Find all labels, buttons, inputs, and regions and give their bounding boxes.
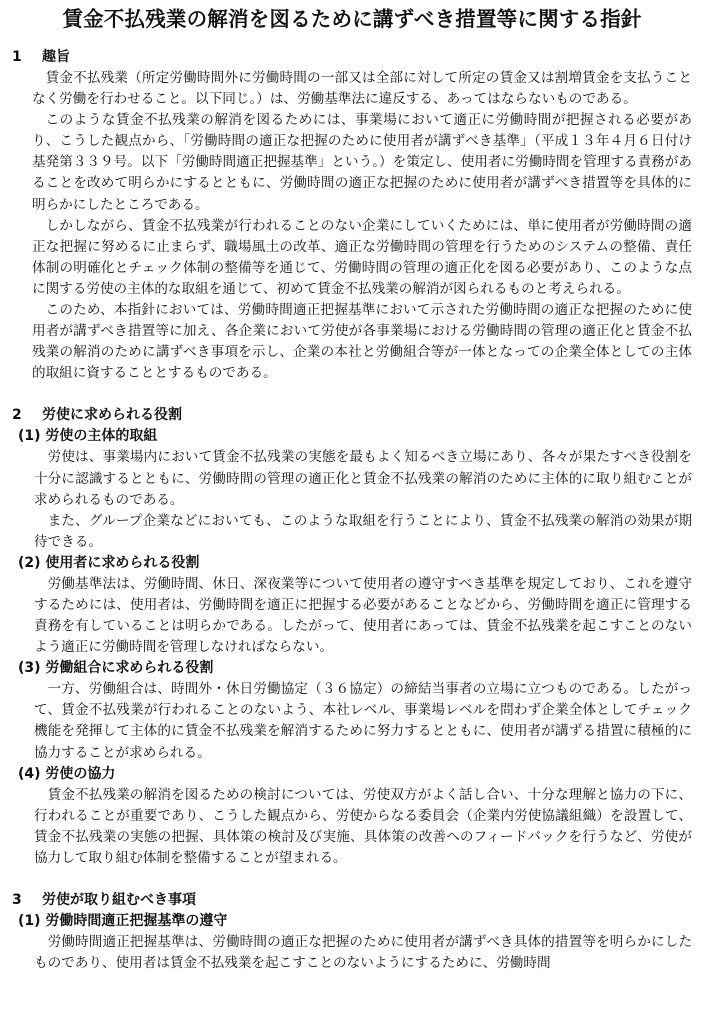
section-spacer	[12, 384, 692, 404]
section-heading	[12, 46, 692, 68]
paragraph: このため、本指針においては、労働時間適正把握基準において示された労働時間の適正な把握のために使用者が講ずべき措置等に加え、各企業において労使が各事業場における労働時間の管理の適正化と賃金不払残業の解消のために講ずべき事項を示し、企業の本社と労働組合等が一体となっての企業全体としての主体的取組に資することとするものである。	[32, 302, 692, 382]
document-title: 賃金不払残業の解消を図るために講ずべき措置等に関する指針	[62, 7, 642, 31]
subsection-heading: (4) 労使の協力	[18, 765, 116, 782]
section-heading	[12, 404, 692, 426]
section-spacer	[12, 869, 692, 889]
paragraph: 労働基準法は、労働時間、休日、深夜業等について使用者の遵守すべき基準を規定しており、これを遵守するためには、使用者は、労働時間を適正に把握する必要があることなどから、労働時間を適正に管理する責務を有していることは明らかである。したがって、使用者にあっては、賃金不払残業を起こすことのないよう適正に労働時間を管理しなければならない。	[34, 575, 692, 656]
paragraph: 賃金不払残業（所定労働時間外に労働時間の一部又は全部に対して所定の賃金又は割増賃金を支払うことなく労働を行わせること。以下同じ。）は、労働基準法に違反する、あってはならないものである。	[32, 70, 692, 108]
section-title: 労使が取り組むべき事項	[42, 892, 196, 908]
section-title: 趣旨	[42, 49, 70, 65]
subsection-heading: (3) 労働組合に求められる役割	[18, 660, 214, 677]
paragraph: 一方、労働組合は、時間外・休日労働協定（３６協定）の締結当事者の立場に立つものである。したがって、賃金不払残業が行われることのないよう、本社レベル、事業場レベルを問わず企業全体としてチェック機能を発揮して主体的に賃金不払残業を解消するために努力するとともに、使用者が講ずる措置に積極的に協力することが求められる。	[34, 681, 692, 761]
paragraph: このような賃金不払残業の解消を図るためには、事業場において適正に労働時間が把握される必要があり、こうした観点から、「労働時間の適正な把握のために使用者が講ずべき基準」（平成１３年４月６日付け基発第３３９号。以下「労働時間適正把握基準」という。）を策定し、使用者に労働時間を管理する責務があることを改めて明らかにするとともに、労働時間の適正な把握のために使用者が講ずべき措置等を具体的に明らかにしたところである。	[32, 112, 692, 213]
subsection-heading: (1) 労働時間適正把握基準の遵守	[18, 913, 228, 929]
section-title: 労使に求められる役割	[42, 407, 182, 424]
subsection-heading: (1) 労使の主体的取組	[18, 428, 158, 445]
section-3	[12, 889, 692, 974]
section-1	[12, 46, 692, 384]
paragraph: 賃金不払残業の解消を図るための検討については、労使双方がよく話し合い、十分な理解と協力の下に、行われることが重要であり、こうした観点から、労使からなる委員会（企業内労使協議組織）を設置して、賃金不払残業の実態の把握、具体策の検討及び実施、具体策の改善へのフィードバックを行うなど、労使が協力して取り組む体制を整備することが望まれる。	[34, 786, 692, 866]
section-heading	[12, 889, 692, 911]
paragraph: 労使は、事業場内において賃金不払残業の実態を最もよく知るべき立場にあり、各々が果たすべき役割を十分に認識するとともに、労働時間の管理の適正化と賃金不払残業の解消のために主体的に取り組むことが求められるものである。	[34, 449, 692, 508]
paragraph: しかしながら、賃金不払残業が行われることのない企業にしていくためには、単に使用者が労働時間の適正な把握に努めるに止まらず、職場風土の改革、適正な労働時間の管理を行うためのシステムの整備、責任体制の明確化とチェック体制の整備等を通じて、労働時間の管理の適正化を図る必要があり、このような点に関する労使の主体的な取組を通じて、初めて賃金不払残業の解消が図られるものと考えられる。	[32, 217, 692, 297]
section-number: 3	[12, 892, 22, 908]
paragraph: また、グループ企業などにおいても、このような取組を行うことにより、賃金不払残業の解消の効果が期待できる。	[34, 512, 692, 550]
section-2	[12, 404, 692, 869]
paragraph: 労働時間適正把握基準は、労働時間の適正な把握のために使用者が講ずべき具体的措置等を明らかにしたものであり、使用者は賃金不払残業を起こすことのないようにするために、労働時間	[34, 934, 692, 972]
section-number: 1	[12, 49, 22, 65]
subsection-heading: (2) 使用者に求められる役割	[18, 554, 200, 571]
section-number: 2	[12, 407, 22, 424]
